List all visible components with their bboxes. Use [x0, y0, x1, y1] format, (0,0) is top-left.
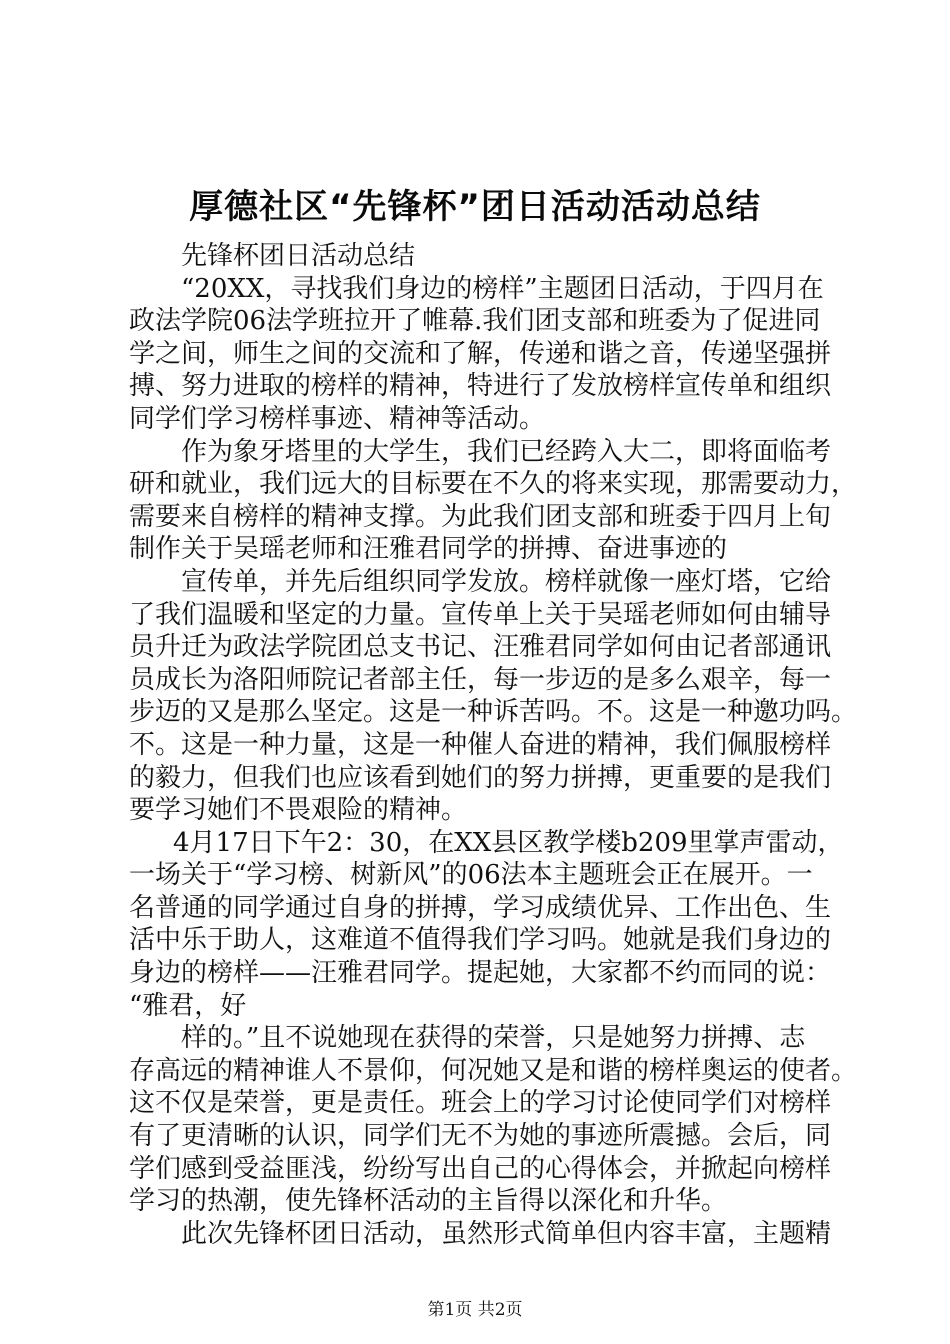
paragraph-line: 一场关于“学习榜、树新风”的06法本主题班会正在展开。一 — [129, 860, 813, 891]
paragraph-line: 政法学院06法学班拉开了帷幕.我们团支部和班委为了促进同 — [129, 306, 821, 337]
paragraph-line: 作为象牙塔里的大学生，我们已经跨入大二，即将面临考 — [181, 436, 832, 467]
page-number-footer: 第1页 共2页 — [427, 1300, 523, 1320]
paragraph-line: 先锋杯团日活动总结 — [181, 241, 416, 271]
paragraph-line: 需要来自榜样的精神支撑。为此我们团支部和班委于四月上旬 — [129, 501, 832, 532]
paragraph-line: 名普通的同学通过自身的拼搏，学习成绩优异、工作出色、生 — [129, 892, 832, 923]
paragraph-line: 学习的热潮，使先锋杯活动的主旨得以深化和升华。 — [129, 1186, 728, 1217]
paragraph-line: 活中乐于助人，这难道不值得我们学习吗。她就是我们身边的 — [129, 925, 832, 956]
paragraph-line: 4月17日下午2：30，在XX县区教学楼b209里掌声雷动， — [173, 827, 844, 858]
paragraph-line: 员升迁为政法学院团总支书记、汪雅君同学如何由记者部通讯 — [129, 632, 832, 663]
paragraph-line: 这不仅是荣誉，更是责任。班会上的学习讨论使同学们对榜样 — [129, 1088, 832, 1119]
paragraph-line: 研和就业，我们远大的目标要在不久的将来实现，那需要动力， — [129, 469, 858, 500]
paragraph-line: 不。这是一种力量，这是一种催人奋进的精神，我们佩服榜样 — [129, 729, 832, 760]
paragraph-line: 的毅力，但我们也应该看到她们的努力拼搏，更重要的是我们 — [129, 762, 832, 793]
paragraph-line: 有了更清晰的认识，同学们无不为她的事迹所震撼。会后，同 — [129, 1121, 832, 1152]
document-title: 厚德社区“先锋杯”团日活动活动总结 — [189, 187, 761, 227]
paragraph-line: 此次先锋杯团日活动，虽然形式简单但内容丰富，主题精 — [181, 1218, 832, 1249]
document-body — [129, 240, 858, 1250]
paragraph-line: 学们感到受益匪浅，纷纷写出自己的心得体会，并掀起向榜样 — [129, 1153, 832, 1184]
paragraph-line: “雅君，好 — [129, 990, 247, 1021]
paragraph-line: 搏、努力进取的榜样的精神，特进行了发放榜样宣传单和组织 — [129, 371, 832, 402]
paragraph-line: 步迈的又是那么坚定。这是一种诉苦吗。不。这是一种邀功吗。 — [129, 697, 858, 728]
paragraph-line: 要学习她们不畏艰险的精神。 — [129, 795, 468, 826]
paragraph-line: 员成长为洛阳师院记者部主任，每一步迈的是多么艰辛，每一 — [129, 664, 832, 695]
paragraph-line: 了我们温暖和坚定的力量。宣传单上关于吴瑶老师如何由辅导 — [129, 599, 832, 630]
paragraph-line: 样的。”且不说她现在获得的荣誉，只是她努力拼搏、志 — [181, 1023, 806, 1054]
paragraph-line: 身边的榜样——汪雅君同学。提起她，大家都不约而同的说： — [129, 958, 832, 989]
paragraph-line: “20XX，寻找我们身边的榜样”主题团日活动，于四月在 — [181, 273, 824, 304]
paragraph-line: 制作关于吴瑶老师和汪雅君同学的拼搏、奋进事迹的 — [129, 534, 728, 565]
paragraph-line: 学之间，师生之间的交流和了解，传递和谐之音，传递坚强拼 — [129, 338, 832, 369]
paragraph-line: 存高远的精神谁人不景仰，何况她又是和谐的榜样奥运的使者。 — [129, 1055, 858, 1086]
paragraph-line: 宣传单，并先后组织同学发放。榜样就像一座灯塔，它给 — [181, 566, 832, 597]
paragraph-line: 同学们学习榜样事迹、精神等活动。 — [129, 403, 546, 434]
